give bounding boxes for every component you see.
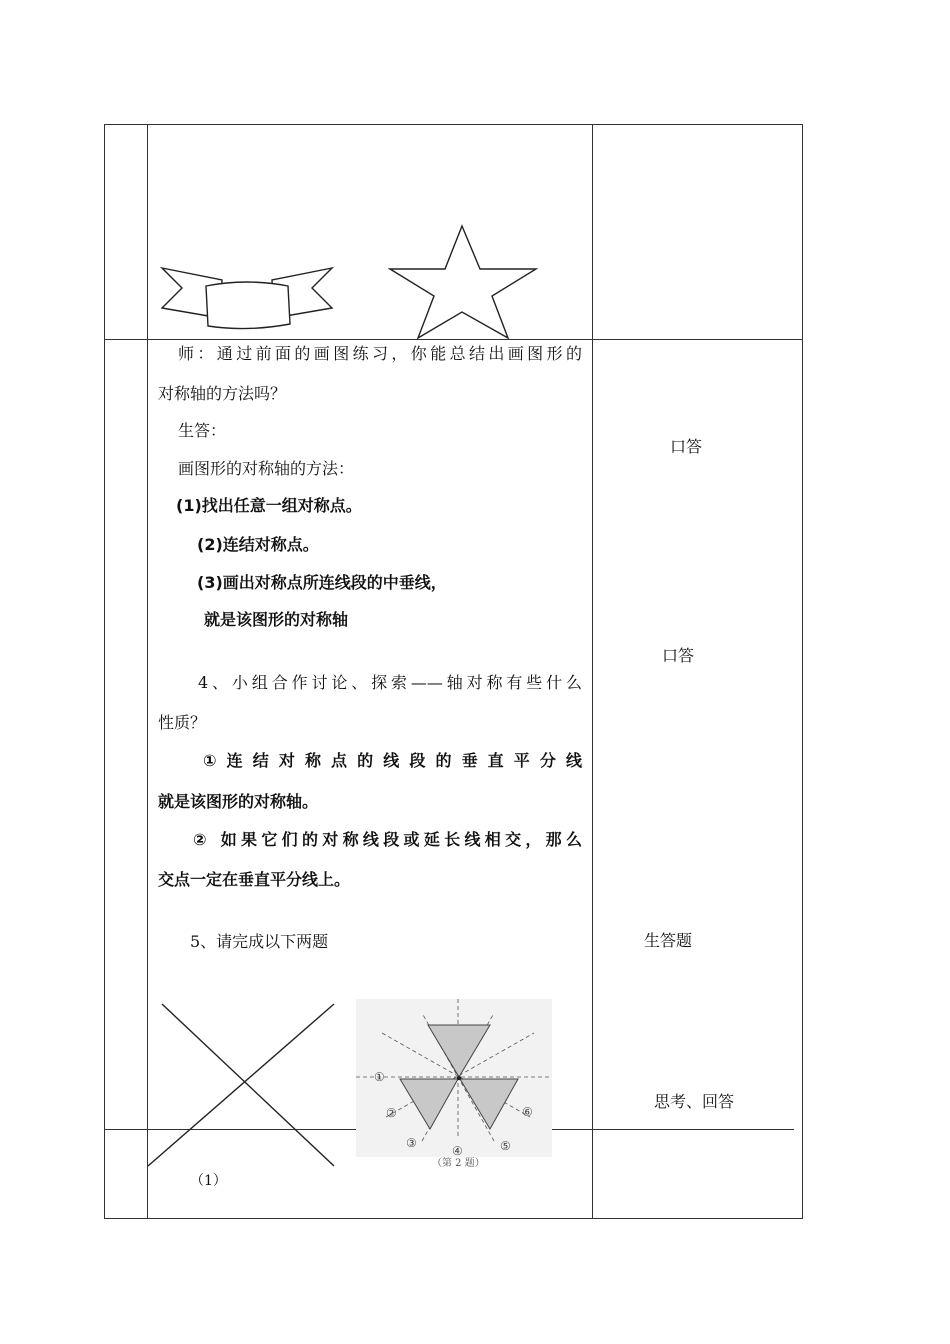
right-note-oral-answer-1: 口答 — [670, 437, 703, 456]
property-1-line2: 就是该图形的对称轴。 — [158, 792, 319, 811]
student-answer: 生答： — [178, 421, 227, 440]
question-5: 5、请完成以下两题 — [190, 932, 329, 951]
star-figure — [388, 224, 540, 340]
table-border-top — [104, 124, 803, 125]
intersecting-lines-figure — [146, 1000, 338, 1170]
right-note-oral-answer-2: 口答 — [662, 646, 695, 665]
figure-2-mark-3: ③ — [406, 1136, 417, 1150]
right-note-think-answer: 思考、回答 — [654, 1092, 735, 1111]
property-2-line2: 交点一定在垂直平分线上。 — [158, 870, 351, 889]
method-step-1: (1)找出任意一组对称点。 — [176, 496, 362, 515]
question-4-line2: 性质？ — [158, 713, 207, 732]
line-a — [162, 1004, 334, 1166]
star-outline — [390, 226, 536, 338]
figure-1-label: （1） — [190, 1173, 227, 1189]
method-title: 画图形的对称轴的方法： — [178, 459, 355, 478]
table-border-right — [802, 124, 803, 1219]
triangles-symmetry-figure — [356, 999, 552, 1157]
teacher-question-line1: 师：通过前面的画图练习，你能总结出画图形的 — [178, 344, 582, 363]
figure-2-caption: （第 2 题） — [432, 1158, 485, 1169]
column-divider-2 — [592, 124, 593, 1219]
method-step-3-continued: 就是该图形的对称轴 — [204, 610, 349, 629]
line-b — [148, 1004, 334, 1166]
table-border-bottom — [104, 1218, 803, 1219]
method-step-2: (2)连结对称点。 — [197, 535, 319, 554]
center-point — [457, 1076, 461, 1080]
ribbon-banner-figure — [158, 262, 338, 334]
question-4-line1: 4、小组合作讨论、探索——轴对称有些什么 — [198, 673, 582, 692]
figure-2-mark-5: ⑤ — [500, 1139, 511, 1153]
teacher-question-line2: 对称轴的方法吗？ — [158, 384, 287, 403]
method-step-3: (3)画出对称点所连线段的中垂线， — [197, 573, 447, 592]
property-2-line1: ② 如果它们的对称线段或延长线相交，那么 — [193, 830, 582, 849]
property-1-line1: ①连结对称点的线段的垂直平分线 — [203, 751, 582, 770]
table-border-left — [104, 124, 105, 1219]
figure-2-mark-6: ⑥ — [522, 1105, 533, 1119]
ribbon-center — [206, 282, 290, 329]
figure-2-mark-4: ④ — [452, 1144, 463, 1158]
figure-2-mark-2: ② — [386, 1106, 397, 1120]
figure-2-mark-1: ① — [374, 1070, 385, 1084]
right-note-student-answer: 生答题 — [644, 931, 693, 950]
